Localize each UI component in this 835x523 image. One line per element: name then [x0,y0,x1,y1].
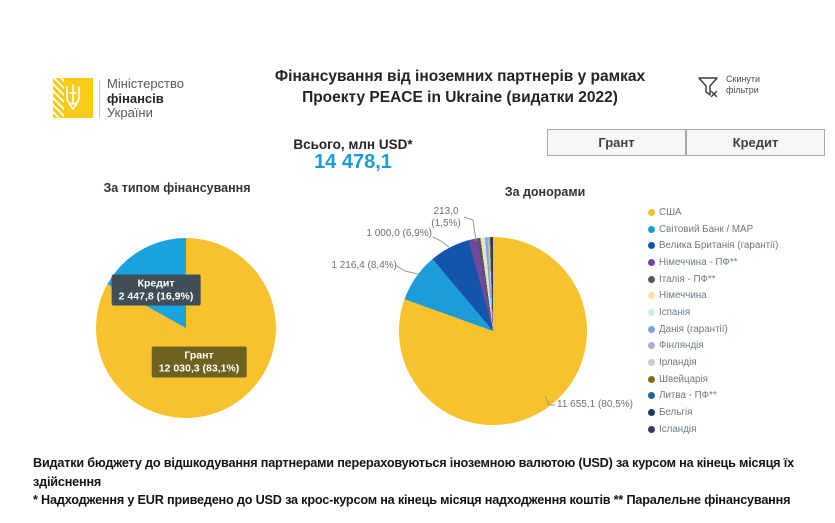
credit-filter-button[interactable]: Кредит [686,129,825,156]
legend-label: Бельгія [659,407,693,419]
legend-item[interactable] [648,321,830,338]
legend-item[interactable] [648,304,830,321]
legend-label: Ірландія [659,357,697,369]
legend-item[interactable] [648,254,830,271]
callout-world-bank: 1 216,4 (8,4%) [331,260,397,271]
legend-label: Швейцарія [659,373,708,385]
reset-filters-icon [697,75,721,99]
legend-label: Іспанія [659,306,691,318]
legend-bullet-icon [648,276,655,283]
legend-item[interactable] [648,371,830,388]
chart-title-by-type: За типом фінансування [103,181,251,195]
legend-bullet-icon [648,326,655,333]
legend-bullet-icon [648,292,655,299]
legend-bullet-icon [648,242,655,249]
legend-label: Фінляндія [659,340,704,352]
legend-bullet-icon [648,392,655,399]
legend-item[interactable] [648,237,830,254]
logo-divider [99,80,100,118]
reset-filters-button[interactable] [697,73,807,103]
legend-label: Світовий Банк / МАР [659,223,754,235]
minfin-logo [53,78,93,118]
reset-filters-label: Скинути фільтри [726,74,761,95]
legend-item[interactable] [648,421,830,438]
donor-legend [648,204,830,438]
total-value: 14 478,1 [314,151,392,173]
legend-item[interactable] [648,338,830,355]
legend-item[interactable] [648,271,830,288]
legend-bullet-icon [648,226,655,233]
legend-label: Литва - ПФ** [659,390,717,402]
legend-label: Німеччина - ПФ** [659,256,738,268]
footnote-line-1: Видатки бюджету до відшкодування партнерами перераховуються іноземною валютою (USD) за курсом на кінець місяця їх здійснення [33,455,794,489]
legend-bullet-icon [648,376,655,383]
callout-germany-pf: 213,0 (1,5%) [431,206,461,229]
total-label: Всього, млн USD* [293,137,413,152]
page-title-line-2: Проекту PEACE in Ukraine (видатки 2022) [302,89,618,106]
legend-item[interactable] [648,287,830,304]
legend-bullet-icon [648,259,655,266]
legend-bullet-icon [648,409,655,416]
credit-slice-label: Кредит 2 447,8 (16,9%) [112,275,201,306]
logo-hatch-stripes [53,78,64,118]
legend-item[interactable] [648,354,830,371]
legend-item[interactable] [648,221,830,238]
legend-bullet-icon [648,209,655,216]
logo-line-3: України [107,105,153,120]
legend-label: Велика Британія (гарантії) [659,240,779,252]
legend-label: Італія - ПФ** [659,273,716,285]
legend-label: Німеччина [659,290,707,302]
legend-bullet-icon [648,359,655,366]
grant-slice-label: Грант 12 030,3 (83,1%) [152,347,247,378]
footnote-line-2: * Надходження у EUR приведено до USD за крос-курсом на кінець місяця надходження коштів ** Паралельне фінансування [33,492,791,507]
legend-bullet-icon [648,426,655,433]
legend-label: Данія (гарантії) [659,323,728,335]
legend-item[interactable] [648,204,830,221]
callout-usa: 11 655,1 (80,5%) [557,399,633,410]
legend-label: США [659,206,682,218]
footnotes [33,454,801,510]
logo-text [107,77,184,121]
chart-title-by-donors: За донорами [504,185,586,199]
logo-line-1: Міністерство [107,76,184,91]
legend-bullet-icon [648,309,655,316]
callout-uk: 1 000,0 (6,9%) [366,228,432,239]
grant-filter-button[interactable]: Грант [547,129,686,156]
pie-by-donors[interactable] [399,237,587,425]
legend-bullet-icon [648,342,655,349]
logo-line-2: фінансів [107,90,164,106]
page-title [250,66,670,108]
legend-item[interactable] [648,388,830,405]
page-title-line-1: Фінансування від іноземних партнерів у рамках [274,68,646,85]
legend-label: Ісландія [659,423,697,435]
pie-by-financing-type[interactable] [96,238,276,418]
legend-item[interactable] [648,404,830,421]
